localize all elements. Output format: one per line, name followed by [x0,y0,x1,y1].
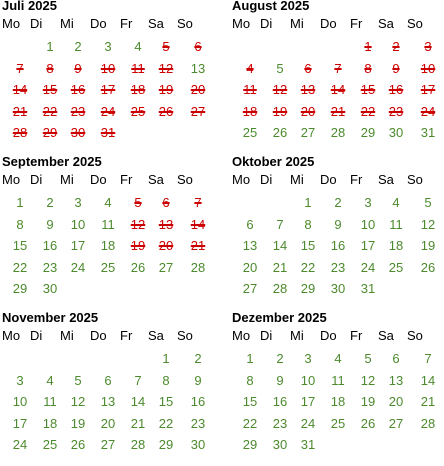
day-available: 10 [360,216,376,232]
day-booked: 5 [162,39,170,54]
day-available: 1 [162,351,170,366]
month-title: November 2025 [2,310,99,325]
day-available: 14 [130,394,146,409]
day-available: 3 [104,39,112,54]
day-booked: 21 [190,238,206,253]
month-title: Juli 2025 [2,0,57,13]
day-available: 26 [70,437,86,452]
weekday-label: Mo [232,328,251,343]
day-available: 22 [12,259,28,275]
day-available: 24 [12,437,28,452]
weekday-label: Mo [2,328,21,343]
day-booked: 1 [364,39,372,54]
day-available: 31 [420,125,436,140]
day-available: 24 [300,415,316,431]
month-title: Oktober 2025 [232,154,315,169]
weekday-label: Fr [350,172,363,187]
weekday-label: Mi [60,172,74,187]
day-booked: 15 [42,82,58,97]
weekday-label: So [407,172,423,187]
day-available: 29 [360,125,376,140]
day-booked: 2 [392,39,400,54]
day-available: 30 [388,125,404,140]
day-available: 15 [242,394,258,409]
day-available: 26 [272,125,288,140]
month-block [2,154,224,310]
weekday-label: Mo [2,16,21,31]
day-booked: 31 [100,125,116,140]
day-available: 10 [12,394,28,409]
day-available: 20 [100,415,116,431]
day-booked: 6 [194,39,202,54]
day-available: 27 [158,259,174,275]
day-available: 25 [42,437,58,452]
day-booked: 17 [420,82,436,97]
day-available: 16 [42,238,58,253]
day-available: 2 [46,195,54,210]
day-available: 1 [16,195,24,210]
weekday-label: Sa [378,328,394,343]
day-booked: 21 [330,103,346,119]
day-available: 16 [272,394,288,409]
day-available: 7 [424,351,432,366]
day-available: 25 [100,259,116,275]
day-available: 11 [101,216,115,232]
day-available: 12 [70,394,86,409]
day-available: 9 [46,216,54,232]
day-available: 22 [242,415,258,431]
day-booked: 23 [70,103,86,119]
weekday-label: So [177,328,193,343]
day-available: 25 [330,415,346,431]
day-booked: 19 [272,103,288,119]
day-booked: 24 [420,103,436,119]
day-available: 17 [70,238,86,253]
day-available: 1 [304,195,312,210]
day-booked: 12 [130,216,146,232]
weekday-label: So [177,16,193,31]
day-available: 20 [388,394,404,409]
day-available: 13 [242,238,258,253]
day-available: 25 [242,125,258,140]
day-available: 30 [272,437,288,452]
day-available: 14 [272,238,288,253]
month-block [232,154,444,310]
day-booked: 16 [70,82,86,97]
day-available: 14 [420,372,436,388]
day-available: 15 [300,238,316,253]
weekday-label: Sa [148,16,164,31]
day-booked: 13 [158,216,174,232]
day-available: 19 [360,394,376,409]
day-available: 17 [12,415,28,431]
day-available: 23 [272,415,288,431]
day-booked: 22 [42,103,58,119]
day-available: 4 [134,39,142,54]
month-title: Dezember 2025 [232,310,327,325]
day-available: 28 [420,415,436,431]
day-booked: 9 [392,60,400,76]
day-booked: 20 [300,103,316,119]
day-available: 29 [12,281,28,296]
weekday-label: Do [90,328,107,343]
day-booked: 16 [388,82,404,97]
weekday-label: Fr [350,328,363,343]
day-available: 8 [304,216,312,232]
day-available: 17 [300,394,316,409]
day-booked: 5 [134,195,142,210]
day-available: 12 [360,372,376,388]
day-available: 16 [190,394,206,409]
day-booked: 7 [334,60,342,76]
day-available: 20 [242,259,258,275]
day-available: 12 [420,216,436,232]
day-booked: 26 [158,103,174,119]
day-available: 24 [70,259,86,275]
day-booked: 14 [12,82,28,97]
day-available: 13 [190,60,206,76]
weekday-label: So [407,16,423,31]
day-booked: 4 [246,60,254,76]
day-booked: 20 [190,82,206,97]
day-available: 30 [42,281,58,296]
day-available: 31 [360,281,376,296]
day-available: 29 [300,281,316,296]
day-available: 8 [246,372,254,388]
day-available: 18 [42,415,58,431]
day-available: 23 [190,415,206,431]
day-booked: 30 [70,125,86,140]
day-booked: 18 [130,82,146,97]
weekday-label: Fr [350,16,363,31]
day-available: 2 [276,351,284,366]
weekday-label: Di [260,172,273,187]
day-available: 9 [194,372,202,388]
day-available: 9 [276,372,284,388]
day-booked: 12 [272,82,288,97]
weekday-label: So [407,328,423,343]
day-available: 26 [360,415,376,431]
weekday-label: Do [320,16,337,31]
day-booked: 10 [100,60,116,76]
day-available: 5 [74,372,82,388]
day-available: 22 [158,415,174,431]
day-available: 19 [70,415,86,431]
day-booked: 14 [190,216,206,232]
day-booked: 10 [420,60,436,76]
day-available: 28 [190,259,206,275]
weekday-label: Di [30,172,43,187]
day-available: 25 [388,259,404,275]
month-block [232,0,444,154]
day-available: 3 [364,195,372,210]
weekday-label: Sa [378,16,394,31]
weekday-label: Mo [2,172,21,187]
day-available: 21 [420,394,436,409]
day-booked: 14 [330,82,346,97]
day-booked: 25 [130,103,146,119]
day-available: 23 [42,259,58,275]
month-block [232,310,444,466]
day-available: 18 [330,394,346,409]
weekday-label: Di [30,16,43,31]
weekday-label: Fr [120,328,133,343]
weekday-label: Sa [148,172,164,187]
day-available: 13 [388,372,404,388]
day-available: 6 [392,351,400,366]
day-available: 3 [74,195,82,210]
day-available: 10 [300,372,316,388]
day-available: 19 [420,238,436,253]
day-available: 5 [364,351,372,366]
day-booked: 9 [74,60,82,76]
day-available: 8 [162,372,170,388]
day-booked: 28 [12,125,28,140]
day-available: 2 [74,39,82,54]
weekday-label: Sa [378,172,394,187]
weekday-label: Do [320,328,337,343]
weekday-label: So [177,172,193,187]
weekday-label: Do [90,172,107,187]
day-available: 28 [272,281,288,296]
day-booked: 17 [100,82,116,97]
day-available: 1 [246,351,254,366]
weekday-label: Mi [290,172,304,187]
day-available: 21 [272,259,288,275]
day-available: 3 [16,372,24,388]
weekday-label: Do [90,16,107,31]
day-booked: 6 [162,195,170,210]
month-title: August 2025 [232,0,310,13]
weekday-label: Mi [60,16,74,31]
day-available: 30 [330,281,346,296]
day-booked: 29 [42,125,58,140]
day-available: 24 [360,259,376,275]
day-booked: 8 [46,60,54,76]
day-available: 13 [100,394,116,409]
day-available: 18 [388,238,404,253]
day-available: 6 [104,372,112,388]
day-available: 15 [12,238,28,253]
day-available: 26 [130,259,146,275]
day-booked: 11 [243,82,257,97]
day-available: 16 [330,238,346,253]
day-available: 27 [388,415,404,431]
day-available: 4 [334,351,342,366]
day-available: 9 [334,216,342,232]
day-booked: 15 [360,82,376,97]
month-block [2,0,224,154]
weekday-label: Mo [232,16,251,31]
day-available: 3 [304,351,312,366]
day-booked: 23 [388,103,404,119]
day-booked: 7 [194,195,202,210]
day-available: 11 [331,372,345,388]
day-booked: 8 [364,60,372,76]
day-booked: 22 [360,103,376,119]
day-available: 15 [158,394,174,409]
day-available: 28 [330,125,346,140]
day-available: 21 [130,415,146,431]
day-available: 27 [242,281,258,296]
day-available: 29 [158,437,174,452]
day-booked: 19 [158,82,174,97]
weekday-label: Di [30,328,43,343]
weekday-label: Mo [232,172,251,187]
day-booked: 19 [130,238,146,253]
day-booked: 18 [242,103,258,119]
day-available: 30 [190,437,206,452]
day-available: 10 [70,216,86,232]
day-booked: 12 [158,60,174,76]
day-available: 26 [420,259,436,275]
day-booked: 21 [12,103,28,119]
day-available: 2 [194,351,202,366]
day-available: 27 [300,125,316,140]
day-available: 27 [100,437,116,452]
day-available: 17 [360,238,376,253]
day-booked: 11 [131,60,145,76]
day-available: 2 [334,195,342,210]
month-title: September 2025 [2,154,102,169]
day-booked: 20 [158,238,174,253]
month-block [2,310,224,466]
day-available: 7 [134,372,142,388]
day-available: 6 [246,216,254,232]
day-available: 28 [130,437,146,452]
day-booked: 3 [424,39,432,54]
day-available: 1 [46,39,54,54]
weekday-label: Fr [120,172,133,187]
day-available: 4 [392,195,400,210]
day-available: 23 [330,259,346,275]
weekday-label: Mi [60,328,74,343]
day-available: 18 [100,238,116,253]
day-available: 11 [389,216,403,232]
weekday-label: Di [260,328,273,343]
day-available: 22 [300,259,316,275]
day-booked: 13 [300,82,316,97]
day-booked: 27 [190,103,206,119]
day-booked: 6 [304,60,312,76]
day-available: 5 [276,60,284,76]
weekday-label: Sa [148,328,164,343]
day-available: 7 [276,216,284,232]
weekday-label: Fr [120,16,133,31]
weekday-label: Mi [290,16,304,31]
day-available: 4 [46,372,54,388]
day-available: 4 [104,195,112,210]
weekday-label: Di [260,16,273,31]
weekday-label: Do [320,172,337,187]
weekday-label: Mi [290,328,304,343]
day-available: 8 [16,216,24,232]
day-available: 5 [424,195,432,210]
day-booked: 7 [16,60,24,76]
day-available: 29 [242,437,258,452]
day-available: 11 [43,394,57,409]
day-available: 31 [300,437,316,452]
day-booked: 24 [100,103,116,119]
